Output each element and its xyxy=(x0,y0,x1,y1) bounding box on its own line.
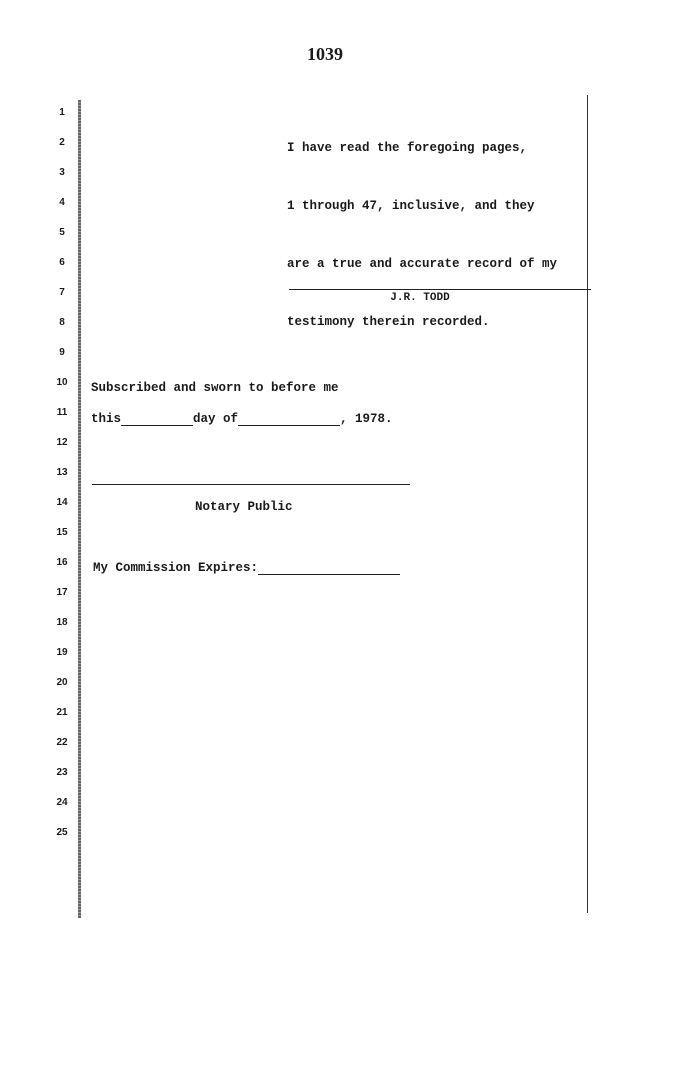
line-number: 14 xyxy=(56,497,68,508)
line-number: 15 xyxy=(56,527,68,538)
signature-line xyxy=(289,289,591,290)
page-number: 1039 xyxy=(307,44,343,64)
line-number-column xyxy=(50,106,74,856)
line-number: 16 xyxy=(56,557,68,568)
line-number: 19 xyxy=(56,647,68,658)
read-statement xyxy=(287,112,557,358)
line-number: 24 xyxy=(56,797,68,808)
line-number: 6 xyxy=(59,257,65,268)
signer-name: J.R. TODD xyxy=(390,292,450,304)
day-of-label: day of xyxy=(193,412,239,426)
line-number: 1 xyxy=(59,107,65,118)
statement-line: testimony therein recorded. xyxy=(287,315,490,329)
line-number: 8 xyxy=(59,317,65,328)
commission-label: My Commission Expires: xyxy=(93,561,259,575)
notary-signature-line xyxy=(92,484,410,485)
left-margin-rule xyxy=(78,100,81,918)
line-number: 9 xyxy=(59,347,65,358)
line-number: 25 xyxy=(56,827,68,838)
this-label: this xyxy=(91,412,122,426)
line-number: 11 xyxy=(56,407,68,418)
line-number: 22 xyxy=(56,737,68,748)
right-margin-rule xyxy=(587,95,588,913)
line-number: 2 xyxy=(59,137,65,148)
line-number: 4 xyxy=(59,197,65,208)
statement-line: are a true and accurate record of my xyxy=(287,257,558,271)
day-blank xyxy=(121,411,193,426)
commission-line xyxy=(93,560,400,575)
line-number: 3 xyxy=(59,167,65,178)
line-number: 17 xyxy=(56,587,68,598)
month-blank xyxy=(238,411,340,426)
line-number: 20 xyxy=(56,677,68,688)
commission-blank xyxy=(258,560,400,575)
notary-public-label: Notary Public xyxy=(195,500,293,514)
line-number: 7 xyxy=(59,287,65,298)
year-label: , 1978. xyxy=(340,412,393,426)
line-number: 12 xyxy=(56,437,68,448)
jurat-line-1: Subscribed and sworn to before me xyxy=(91,381,339,395)
line-number: 5 xyxy=(59,227,65,238)
jurat-line-2 xyxy=(91,411,393,426)
line-number: 21 xyxy=(56,707,68,718)
statement-line: I have read the foregoing pages, xyxy=(287,141,528,155)
line-number: 10 xyxy=(56,377,68,388)
statement-line: 1 through 47, inclusive, and they xyxy=(287,199,535,213)
line-number: 23 xyxy=(56,767,68,778)
line-number: 13 xyxy=(56,467,68,478)
line-number: 18 xyxy=(56,617,68,628)
